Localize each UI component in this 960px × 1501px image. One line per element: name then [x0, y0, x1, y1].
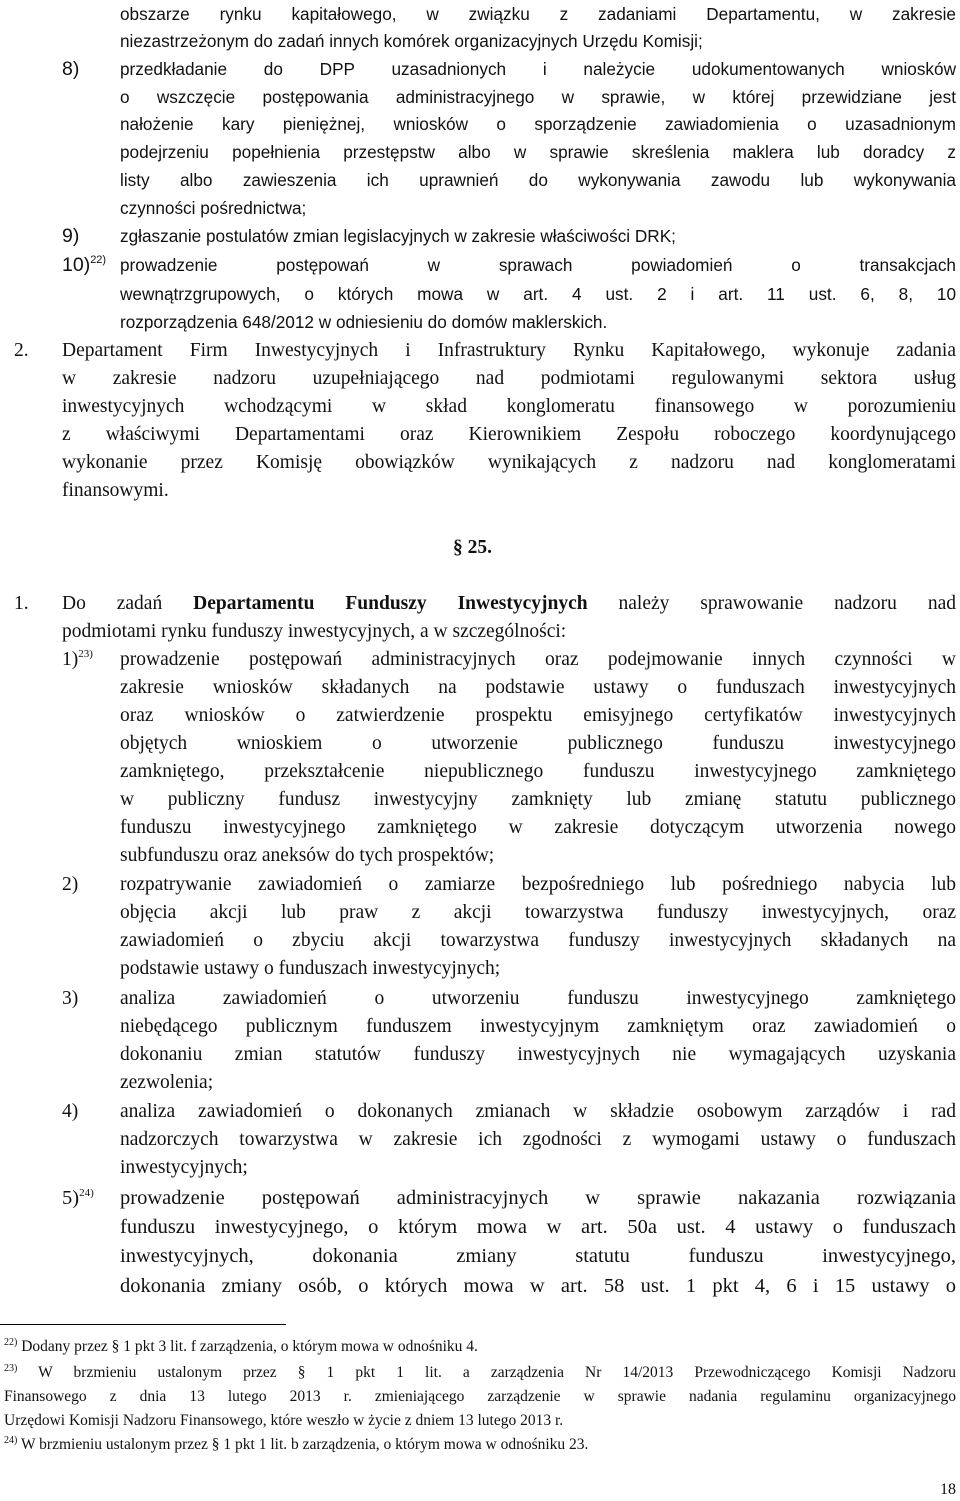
item-10-number	[62, 253, 106, 277]
s25-item-4-line-3: inwestycyjnych;	[120, 1157, 248, 1178]
point-2-line-6: finansowymi.	[62, 480, 169, 501]
item-8-number: 8)	[62, 58, 80, 80]
s25-item-2-number: 2)	[62, 874, 79, 895]
item-10-line-1: prowadzenie postępowań w sprawach powiadomień o transakcjach	[120, 255, 956, 275]
point-2-line-3: inwestycyjnych wchodzącymi w skład konglomeratu finansowego w porozumieniu	[62, 396, 956, 417]
item-10-line-2: wewnątrzgrupowych, o których mowa w art. 4 ust. 2 i art. 11 ust. 6, 8, 10	[120, 284, 956, 304]
s25-item-1-num: 1)	[62, 649, 79, 670]
s25-item-5-line-4: dokonania zmiany osób, o których mowa w art. 58 ust. 1 pkt 4, 6 i 15 ustawy o	[120, 1275, 956, 1297]
footnote-24-text: W brzmieniu ustalonym przez § 1 pkt 1 lit. b zarządzenia, o którym mowa w odnośniku 23.	[20, 1436, 589, 1453]
s25-item-3-line-1: analiza zawiadomień o utworzeniu funduszu inwestycyjnego zamkniętego	[120, 988, 956, 1009]
footnote-ref-23: 23)	[78, 648, 93, 660]
s25-item-3-line-4: zezwolenia;	[120, 1072, 214, 1093]
s25-item-3-line-3: dokonaniu zmian statutów funduszy inwestycyjnych nie wymagających uzyskania	[120, 1044, 956, 1065]
footnote-23-marker: 23)	[4, 1363, 18, 1374]
footnote-separator	[0, 1324, 286, 1325]
item7-line-2: niezastrzeżonym do zadań innych komórek organizacyjnych Urzędu Komisji;	[120, 31, 703, 51]
item-9-text: zgłaszanie postulatów zmian legislacyjnych w zakresie właściwości DRK;	[120, 226, 676, 246]
point-2-line-5: wykonanie przez Komisję obowiązków wynikających z nadzoru nad konglomeratami	[62, 452, 956, 473]
s25-point-1-pre: Do zadań	[62, 593, 163, 614]
s25-item-5-line-2: funduszu inwestycyjnego, o którym mowa w art. 50a ust. 4 ustawy o funduszach	[120, 1216, 956, 1238]
footnote-22-text: Dodany przez § 1 pkt 3 lit. f zarządzenia, o którym mowa w odnośniku 4.	[21, 1338, 478, 1355]
page-number: 18	[940, 1481, 956, 1498]
item-10-line-3: rozporządzenia 648/2012 w odniesieniu do domów maklerskich.	[120, 312, 608, 332]
footnote-23-line-1	[4, 1363, 956, 1383]
s25-item-5-line-3: inwestycyjnych, dokonania zmiany statutu funduszu inwestycyjnego,	[120, 1245, 956, 1267]
s25-item-1-line-4: objętych wnioskiem o utworzenie publicznego funduszu inwestycyjnego	[120, 733, 956, 754]
s25-item-2-line-1: rozpatrywanie zawiadomień o zamiarze bezpośredniego lub pośredniego nabycia lub	[120, 874, 956, 895]
s25-point-1-post: należy sprawowanie nadzoru nad	[618, 593, 956, 614]
s25-item-1-line-8: subfunduszu oraz aneksów do tych prospektów;	[120, 845, 495, 866]
s25-item-5-num: 5)	[62, 1187, 80, 1209]
item-8-line-5: listy albo zawieszenia ich uprawnień do wykonywania zawodu lub wykonywania	[120, 170, 956, 190]
item-9-number: 9)	[62, 225, 80, 247]
s25-item-1-line-1: prowadzenie postępowań administracyjnych oraz podejmowanie innych czynności w	[120, 649, 956, 670]
s25-item-1-number	[62, 648, 93, 672]
point-2-number: 2.	[14, 340, 29, 361]
s25-item-4-number: 4)	[62, 1101, 79, 1122]
footnote-24	[4, 1435, 588, 1455]
footnote-23-line-2: Finansowego z dnia 13 lutego 2013 r. zmieniającego zarządzenie w sprawie nadania regulaminu organizacyjnego	[4, 1388, 956, 1405]
item-10-num: 10)	[62, 254, 91, 276]
s25-item-1-line-2: zakresie wniosków składanych na podstawie ustawy o funduszach inwestycyjnych	[120, 677, 956, 698]
point-2-line-2: w zakresie nadzoru uzupełniającego nad podmiotami regulowanymi sektora usług	[62, 368, 956, 389]
s25-item-1-line-3: oraz wniosków o zatwierdzenie prospektu emisyjnego certyfikatów inwestycyjnych	[120, 705, 956, 726]
point-2-line-4: z właściwymi Departamentami oraz Kierownikiem Zespołu roboczego koordynującego	[62, 424, 956, 445]
footnote-ref-24: 24)	[79, 1187, 94, 1199]
s25-item-3-number: 3)	[62, 988, 79, 1009]
item-8-line-2: o wszczęcie postępowania administracyjnego w sprawie, w której przewidziane jest	[120, 87, 956, 107]
s25-point-1-number: 1.	[14, 593, 29, 614]
s25-item-5-line-1: prowadzenie postępowań administracyjnych w sprawie nakazania rozwiązania	[120, 1187, 956, 1209]
footnote-22-marker: 22)	[4, 1337, 18, 1348]
item-8-line-3: nałożenie kary pieniężnej, wniosków o sporządzenie zawiadomienia o uzasadnionym	[120, 114, 956, 134]
s25-item-1-line-7: funduszu inwestycyjnego zamkniętego w zakresie dotyczącym utworzenia nowego	[120, 817, 956, 838]
section-heading: § 25.	[453, 537, 492, 558]
point-2-line-1: Departament Firm Inwestycyjnych i Infrastruktury Rynku Kapitałowego, wykonuje zadania	[62, 340, 956, 361]
s25-item-4-line-1: analiza zawiadomień o dokonanych zmianach w składzie osobowym zarządów i rad	[120, 1101, 956, 1122]
footnote-23-text-1: W brzmieniu ustalonym przez § 1 pkt 1 lit. a zarządzenia Nr 14/2013 Przewodniczącego Komisji Nadzoru	[38, 1364, 956, 1381]
footnote-23-line-3: Urzędowi Komisji Nadzoru Finansowego, które weszło w życie z dniem 13 lutego 2013 r.	[4, 1412, 564, 1429]
department-name: Departamentu Funduszy Inwestycyjnych	[193, 593, 588, 614]
item-8-line-6: czynności pośrednictwa;	[120, 198, 307, 218]
s25-item-3-line-2: niebędącego publicznym funduszem inwestycyjnym zamkniętym oraz zawiadomień o	[120, 1016, 956, 1037]
s25-point-1-line-2: podmiotami rynku funduszy inwestycyjnych, a w szczególności:	[62, 621, 567, 642]
s25-point-1-line-1	[62, 592, 956, 616]
s25-item-2-line-2: objęcia akcji lub praw z akcji towarzystwa funduszy inwestycyjnych, oraz	[120, 902, 956, 923]
footnote-ref-22: 22)	[90, 254, 107, 266]
item-8-line-1: przedkładanie do DPP uzasadnionych i należycie udokumentowanych wniosków	[120, 59, 956, 79]
s25-item-5-number	[62, 1186, 94, 1210]
s25-item-2-line-4: podstawie ustawy o funduszach inwestycyjnych;	[120, 958, 501, 979]
item7-line-1: obszarze rynku kapitałowego, w związku z zadaniami Departamentu, w zakresie	[120, 4, 956, 24]
s25-item-4-line-2: nadzorczych towarzystwa w zakresie ich zgodności z wymogami ustawy o funduszach	[120, 1129, 956, 1150]
footnote-24-marker: 24)	[4, 1435, 18, 1446]
s25-item-2-line-3: zawiadomień o zbyciu akcji towarzystwa funduszy inwestycyjnych składanych na	[120, 930, 956, 951]
s25-item-1-line-6: w publiczny fundusz inwestycyjny zamknięty lub zmianę statutu publicznego	[120, 789, 956, 810]
s25-item-1-line-5: zamkniętego, przekształcenie niepublicznego funduszu inwestycyjnego zamkniętego	[120, 761, 956, 782]
footnote-22	[4, 1337, 478, 1357]
item-8-line-4: podejrzeniu popełnienia przestępstw albo w sprawie skreślenia maklera lub doradcy z	[120, 142, 956, 162]
